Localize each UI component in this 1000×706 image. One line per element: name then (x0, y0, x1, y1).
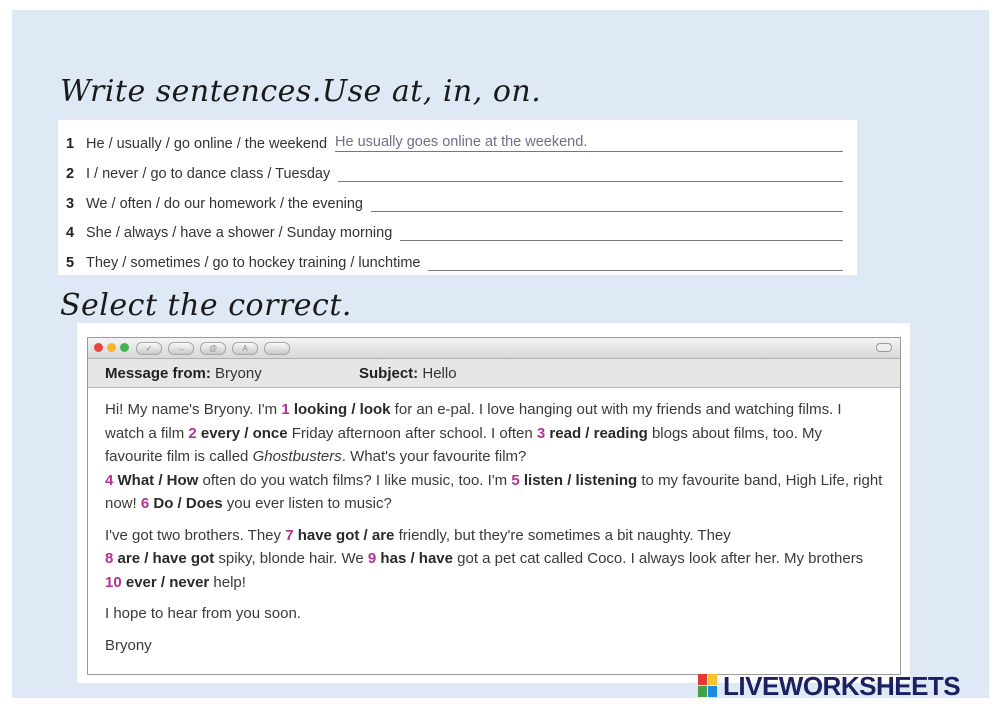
answer-choice[interactable]: read / reading (545, 424, 648, 442)
question-number: 5 (511, 471, 520, 489)
blank-icon (264, 342, 290, 355)
item-prompt: They / sometimes / go to hockey training / lunchtime (86, 255, 421, 271)
attach-icon: @ (200, 342, 226, 355)
question-number: 2 (188, 424, 197, 442)
logo-icon (698, 674, 718, 698)
email-text: Friday afternoon after school. I often (287, 424, 537, 442)
logo-text: LIVEWORKSHEETS (723, 670, 961, 701)
answer-choice[interactable]: has / have (376, 550, 453, 567)
answer-choice[interactable]: ever / never (121, 573, 210, 591)
exercise1-item (66, 160, 843, 182)
exercise1-item (66, 249, 843, 271)
question-number: 10 (105, 573, 122, 591)
exercise1-panel (58, 120, 857, 275)
question-number: 8 (105, 550, 114, 567)
item-prompt: I / never / go to dance class / Tuesday (86, 166, 331, 182)
email-paragraph-1 (105, 398, 883, 516)
email-paragraph-3: I hope to hear from you soon. (105, 605, 301, 622)
answer-choice[interactable]: What / How (113, 471, 199, 489)
exercise1-item (66, 190, 843, 212)
email-signoff: Bryony (105, 636, 152, 654)
email-header (88, 359, 900, 388)
answer-choice[interactable]: every / once (196, 424, 288, 442)
email-window (87, 337, 901, 675)
email-body (88, 388, 900, 657)
answer-input-4[interactable] (400, 222, 843, 241)
email-paragraph-2 (105, 524, 883, 595)
item-number: 2 (66, 166, 75, 182)
answer-input-5[interactable] (428, 252, 843, 271)
item-number: 4 (66, 225, 75, 241)
exercise1-heading: Write sentences.Use at, in, on. (60, 74, 542, 109)
exercise1-item (66, 219, 843, 241)
message-from: Message from: Bryony (105, 364, 262, 382)
toolbar-toggle-icon (876, 343, 892, 352)
liveworksheets-logo (698, 671, 960, 701)
email-text: you ever listen to music? (222, 495, 392, 512)
answer-choice[interactable]: Do / Does (149, 495, 223, 512)
email-text: for an e-pal. I love hanging out with my friends and watching films. I watch a film (105, 401, 842, 442)
email-text: blogs about films, too. My favourite film is called (105, 424, 823, 465)
item-prompt: She / always / have a shower / Sunday morning (86, 225, 393, 241)
answer-choice[interactable]: are / have got (113, 550, 215, 567)
question-number: 9 (367, 550, 377, 567)
email-text: to my favourite band, High Life, right now! (105, 471, 883, 512)
answer-input-3[interactable] (371, 193, 843, 212)
forward-icon: → (168, 342, 194, 355)
question-number: 3 (536, 424, 546, 442)
answer-choice[interactable]: looking / look (289, 401, 391, 418)
email-text: got a pet cat called Coco. I always look after her. My brothers (452, 550, 864, 567)
reply-icon: ✓ (136, 342, 162, 355)
email-text: friendly, but they're sometimes a bit naughty. They (394, 526, 731, 544)
question-number: 4 (105, 471, 114, 489)
item-prompt: He / usually / go online / the weekend (86, 136, 328, 152)
film-title: Ghostbusters (252, 448, 342, 465)
minimize-window-icon (107, 343, 116, 352)
item-number: 3 (66, 196, 75, 212)
question-number: 7 (285, 526, 294, 544)
email-text: spiky, blonde hair. We (214, 550, 368, 567)
email-text: . What's your favourite film? (341, 448, 527, 465)
exercise2-heading: Select the correct. (60, 288, 352, 323)
close-window-icon (94, 343, 103, 352)
email-panel (77, 323, 910, 683)
email-text: I've got two brothers. They (105, 526, 286, 544)
item-prompt: We / often / do our homework / the evening (86, 196, 364, 212)
answer-input-1[interactable] (335, 133, 843, 152)
answer-choice[interactable]: listen / listening (519, 471, 638, 489)
message-subject: Subject: Hello (359, 364, 457, 382)
answer-choice[interactable]: have got / are (293, 526, 395, 544)
address-icon: A (232, 342, 258, 355)
zoom-window-icon (120, 343, 129, 352)
question-number: 1 (281, 401, 290, 418)
item-number: 5 (66, 255, 75, 271)
email-text: help! (209, 573, 246, 591)
email-text: Hi! My name's Bryony. I'm (105, 401, 282, 418)
answer-text: He usually goes online at the weekend. (335, 134, 588, 150)
question-number: 6 (140, 495, 150, 512)
item-number: 1 (66, 136, 75, 152)
window-titlebar (88, 338, 900, 359)
email-text: often do you watch films? I like music, too. I'm (198, 471, 512, 489)
answer-input-2[interactable] (338, 163, 843, 182)
exercise1-item (66, 130, 843, 152)
